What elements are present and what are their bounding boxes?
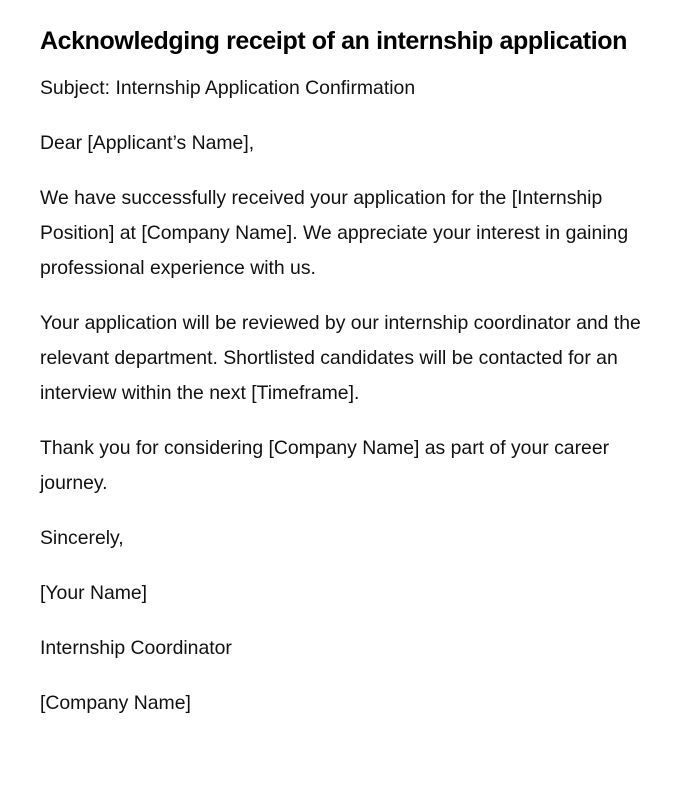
signature-name: [Your Name] [40,582,148,604]
body-paragraph-review: Your application will be reviewed by our internship coordinator and the relevant department. Shortlisted candidates will be contacted for an interview within the next [Timeframe]. [40,312,641,404]
greeting-line: Dear [Applicant’s Name], [40,132,255,154]
subject-line: Subject: Internship Application Confirmation [40,77,416,99]
body-paragraph-received: We have successfully received your application for the [Internship Position] at [Company Name]. We appreciate your interest in gaining professional experience with us. [40,187,629,279]
body-paragraph-thanks: Thank you for considering [Company Name] as part of your career journey. [40,437,610,494]
signature-role: Internship Coordinator [40,637,232,659]
closing-line: Sincerely, [40,527,124,549]
signature-company: [Company Name] [40,692,191,714]
document-title: Acknowledging receipt of an internship application [40,27,628,55]
